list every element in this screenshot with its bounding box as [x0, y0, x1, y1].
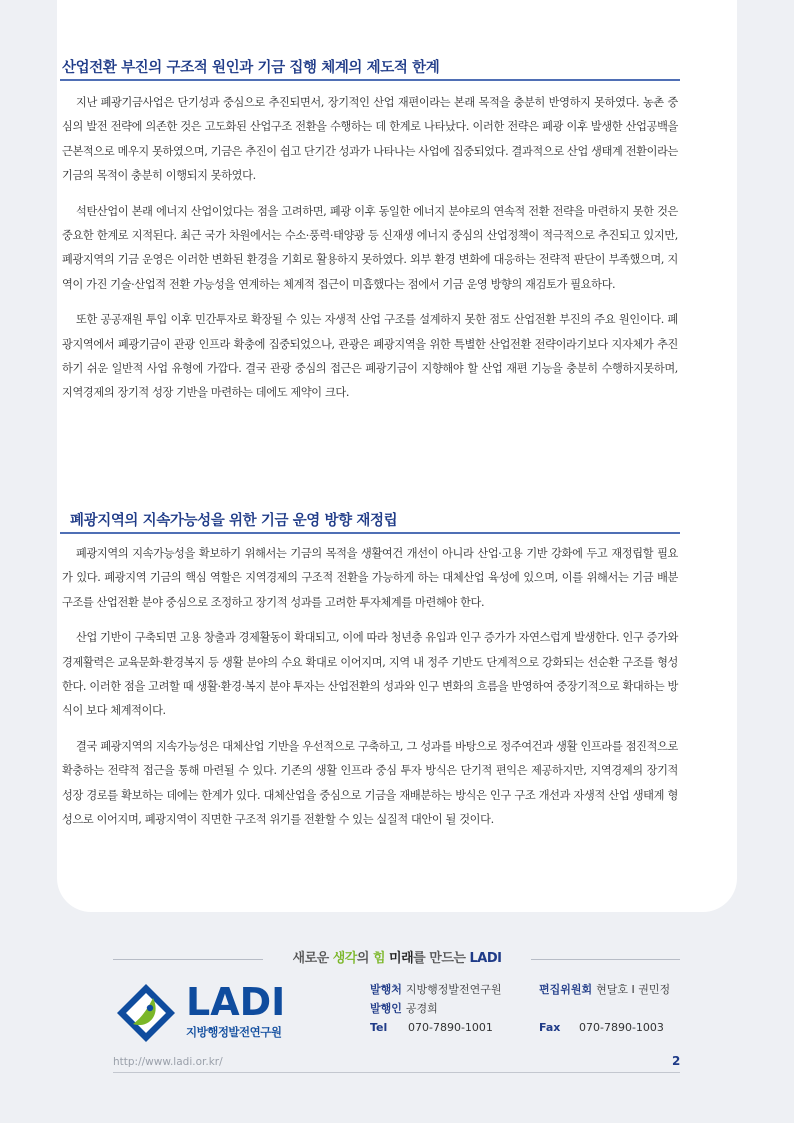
paragraph: 석탄산업이 본래 에너지 산업이었다는 점을 고려하면, 폐광 이후 동일한 에너지 분야로의 연속적 전환 전략을 마련하지 못한 것은 중요한 한계로 지적된다. 최근 국가 차원에서는 수소·풍력·태양광 등 신재생 에너지 중심의 산업정책이 적극적으로 추진되고 있지만, 폐광지역의 기금 운영은 이러한 변화된 환경을 기회로 활용하지 못하였다. 외부 환경 변화에 대응하는 전략적 판단이 부족했으며, 지역이 가진 기술·산업적 전환 가능성을 연계하는 체계적 접근이 미흡했다는 점에서 기금 운영 방향의 재검토가 필요하다.: [62, 204, 678, 291]
tel-label: Tel: [370, 1021, 388, 1034]
logo-wordmark: LADI: [186, 980, 286, 1024]
fax-value: 070-7890-1003: [579, 1021, 664, 1034]
fax-info: [539, 1020, 664, 1036]
footer-slogan-row: [113, 947, 680, 971]
publisher-value: 지방행정발전연구원: [405, 983, 502, 996]
section-structural-causes: [60, 58, 680, 406]
slogan-text: 새로운: [292, 951, 333, 966]
ladi-logo-icon: [113, 980, 179, 1046]
logo-subtitle: 지방행정발전연구원: [186, 1025, 282, 1039]
section-heading: 산업전환 부진의 구조적 원인과 기금 집행 체계의 제도적 한계: [62, 60, 440, 76]
section-fund-direction: [60, 511, 680, 832]
divider: [531, 959, 680, 960]
paragraph: 산업 기반이 구축되면 고용 창출과 경제활동이 확대되고, 이에 따라 청년층 유입과 인구 증가가 자연스럽게 발생한다. 인구 증가와 경제활력은 교육문화·환경복지 등 생활 분야의 수요 확대로 이어지며, 지역 내 정주 기반도 단계적으로 강화되는 선순환 구조를 형성한다. 이러한 점을 고려할 때 생활·환경·복지 분야 투자는 산업전환의 성과와 인구 변화의 흐름을 반영하여 중장기적으로 확대하는 방식이 보다 체계적이다.: [62, 631, 678, 718]
website-link[interactable]: http://www.ladi.or.kr/: [113, 1056, 223, 1068]
slogan-brand: LADI: [469, 951, 502, 966]
page-number: 2: [672, 1054, 681, 1068]
issuer-label: 발행인: [370, 1002, 402, 1015]
ladi-logo: [113, 980, 293, 1046]
editor-label: 편집위원회: [539, 983, 593, 996]
paragraph: 결국 폐광지역의 지속가능성은 대체산업 기반을 우선적으로 구축하고, 그 성과를 바탕으로 정주여건과 생활 인프라를 점진적으로 확충하는 전략적 접근을 통해 마련될 수 있다. 기존의 생활 인프라 중심 투자 방식은 단기적 편익은 제공하지만, 지역경제의 장기적 성장 경로를 확보하는 데에는 한계가 있다. 대체산업을 중심으로 기금을 재배분하는 방식은 인구 구조 개선과 자생적 산업 생태계 형성으로 이어지며, 폐광지역이 직면한 구조적 위기를 전환할 수 있는 실질적 대안이 될 것이다.: [62, 739, 678, 827]
tel-value: 070-7890-1001: [408, 1021, 493, 1034]
tel-info: [370, 1020, 493, 1036]
slogan-highlight: 힘: [372, 951, 386, 966]
publisher-info: [370, 982, 502, 998]
editor-info: [539, 982, 670, 998]
footer-divider: [113, 1072, 680, 1073]
slogan: [267, 947, 527, 971]
issuer-info: [370, 1001, 438, 1017]
paragraph: 또한 공공재원 투입 이후 민간투자로 확장될 수 있는 자생적 산업 구조를 설계하지 못한 점도 산업전환 부진의 주요 원인이다. 폐광지역에서 폐광기금이 관광 인프라 확충에 집중되었으나, 관광은 폐광지역을 위한 특별한 산업전환 전략이라기보다 지자체가 추진하기 쉬운 일반적 사업 유형에 가깝다. 결국 관광 중심의 접근은 폐광기금이 지향해야 할 산업 재편 기능을 충분히 수행하지못하며, 지역경제의 장기적 성장 기반을 마련하는 데에도 제약이 크다.: [62, 313, 678, 400]
slogan-highlight: 미래: [385, 951, 414, 966]
issuer-value: 공경희: [405, 1002, 438, 1015]
paragraph: 폐광지역의 지속가능성을 확보하기 위해서는 기금의 목적을 생활여건 개선이 아니라 산업·고용 기반 강화에 두고 재정립할 필요가 있다. 폐광지역 기금의 핵심 역할은 지역경제의 구조적 전환을 가능하게 하는 대체산업 육성에 있으며, 이를 위해서는 기금 배분 구조를 산업전환 분야 중심으로 조정하고 장기적 성과를 고려한 투자체계를 마련해야 한다.: [62, 547, 678, 609]
divider: [113, 959, 263, 960]
slogan-text: 의: [356, 951, 373, 966]
paragraph: 지난 폐광기금사업은 단기성과 중심으로 추진되면서, 장기적인 산업 재편이라는 본래 목적을 충분히 반영하지 못하였다. 농촌 중심의 발전 전략에 의존한 것은 고도화된 산업구조 전환을 수행하는 데 한계로 나타났다. 이러한 전략은 폐광 이후 발생한 산업공백을 근본적으로 메우지 못하였으며, 기금은 추진이 쉽고 단기간 성과가 나타나는 사업에 집중되었다. 결과적으로 산업 생태계 전환이라는 기금의 목적이 충분히 이행되지 못하였다.: [62, 96, 678, 183]
editor-value: 현달호 I 권민정: [596, 983, 671, 996]
fax-label: Fax: [539, 1021, 561, 1034]
slogan-highlight: 생각: [332, 951, 357, 966]
section-heading: 폐광지역의 지속가능성을 위한 기금 운영 방향 재정립: [70, 513, 398, 529]
publisher-label: 발행처: [370, 983, 402, 996]
slogan-text: 를 만드는: [413, 951, 470, 966]
